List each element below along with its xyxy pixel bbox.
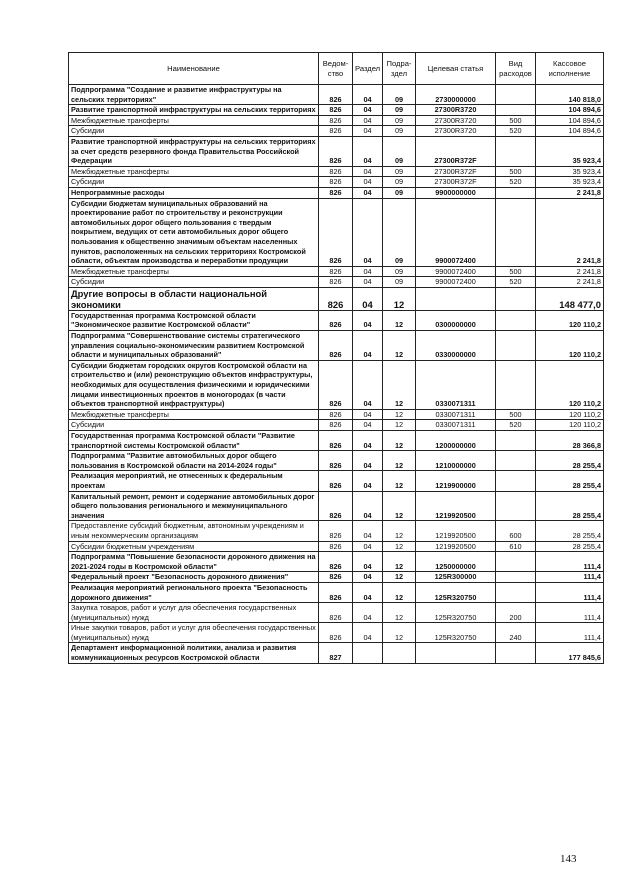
cell-section: 04 bbox=[353, 409, 383, 420]
cell-target: 0330071311 bbox=[416, 409, 496, 420]
cell-exp-type: 500 bbox=[496, 266, 536, 277]
cell-subsection: 12 bbox=[383, 409, 416, 420]
cell-exp-type: 610 bbox=[496, 541, 536, 552]
cell-amount: 120 110,2 bbox=[536, 310, 604, 330]
cell-subsection: 09 bbox=[383, 187, 416, 198]
cell-subsection: 12 bbox=[383, 360, 416, 409]
cell-section: 04 bbox=[353, 198, 383, 266]
cell-subsection bbox=[383, 643, 416, 663]
cell-subsection: 09 bbox=[383, 126, 416, 137]
cell-name: Субсидии bbox=[69, 126, 319, 137]
cell-dept: 826 bbox=[319, 572, 353, 583]
cell-name: Подпрограмма "Создание и развитие инфраструктуры на сельских территориях" bbox=[69, 85, 319, 105]
table-row bbox=[69, 166, 604, 177]
cell-exp-type bbox=[496, 105, 536, 116]
cell-dept: 826 bbox=[319, 360, 353, 409]
cell-subsection: 12 bbox=[383, 541, 416, 552]
cell-subsection: 12 bbox=[383, 310, 416, 330]
cell-section: 04 bbox=[353, 115, 383, 126]
cell-subsection: 12 bbox=[383, 451, 416, 471]
cell-name: Межбюджетные трансферты bbox=[69, 409, 319, 420]
cell-subsection: 12 bbox=[383, 521, 416, 541]
cell-target: 0330000000 bbox=[416, 331, 496, 361]
cell-target: 27300R3720 bbox=[416, 105, 496, 116]
table-row bbox=[69, 85, 604, 105]
cell-amount: 120 110,2 bbox=[536, 409, 604, 420]
cell-dept: 826 bbox=[319, 623, 353, 643]
cell-exp-type bbox=[496, 331, 536, 361]
cell-target bbox=[416, 643, 496, 663]
cell-name: Государственная программа Костромской области "Развитие транспортной системы Костромской области" bbox=[69, 431, 319, 451]
cell-dept: 826 bbox=[319, 177, 353, 188]
cell-exp-type bbox=[496, 198, 536, 266]
cell-dept: 826 bbox=[319, 451, 353, 471]
cell-exp-type: 500 bbox=[496, 115, 536, 126]
cell-section bbox=[353, 643, 383, 663]
cell-exp-type bbox=[496, 136, 536, 166]
cell-dept: 826 bbox=[319, 136, 353, 166]
cell-exp-type bbox=[496, 552, 536, 572]
cell-name: Другие вопросы в области национальной экономики bbox=[69, 287, 319, 310]
table-row bbox=[69, 331, 604, 361]
cell-name: Реализация мероприятий, не отнесенных к федеральным проектам bbox=[69, 471, 319, 491]
cell-target bbox=[416, 287, 496, 310]
header-subsection: Подра-здел bbox=[383, 53, 416, 85]
cell-target: 27300R3720 bbox=[416, 115, 496, 126]
cell-subsection: 09 bbox=[383, 115, 416, 126]
cell-subsection: 09 bbox=[383, 177, 416, 188]
cell-subsection: 12 bbox=[383, 572, 416, 583]
cell-target: 1250000000 bbox=[416, 552, 496, 572]
cell-amount: 111,4 bbox=[536, 603, 604, 623]
header-amount: Кассовое исполнение bbox=[536, 53, 604, 85]
table-row bbox=[69, 603, 604, 623]
cell-target: 0330071311 bbox=[416, 420, 496, 431]
cell-dept: 826 bbox=[319, 266, 353, 277]
cell-exp-type: 500 bbox=[496, 409, 536, 420]
cell-dept: 826 bbox=[319, 541, 353, 552]
cell-dept: 826 bbox=[319, 603, 353, 623]
cell-target: 1219920500 bbox=[416, 541, 496, 552]
cell-section: 04 bbox=[353, 85, 383, 105]
cell-target: 9900072400 bbox=[416, 277, 496, 288]
cell-amount: 35 923,4 bbox=[536, 177, 604, 188]
cell-amount: 2 241,8 bbox=[536, 266, 604, 277]
cell-dept: 826 bbox=[319, 126, 353, 137]
cell-dept: 826 bbox=[319, 115, 353, 126]
cell-target: 9900072400 bbox=[416, 266, 496, 277]
cell-exp-type bbox=[496, 85, 536, 105]
cell-subsection: 12 bbox=[383, 623, 416, 643]
cell-exp-type: 520 bbox=[496, 177, 536, 188]
cell-section: 04 bbox=[353, 177, 383, 188]
cell-amount: 140 818,0 bbox=[536, 85, 604, 105]
cell-name: Субсидии bbox=[69, 277, 319, 288]
cell-section: 04 bbox=[353, 603, 383, 623]
table-row bbox=[69, 126, 604, 137]
table-row bbox=[69, 451, 604, 471]
cell-dept: 826 bbox=[319, 198, 353, 266]
table-row bbox=[69, 521, 604, 541]
cell-subsection: 12 bbox=[383, 287, 416, 310]
table-row bbox=[69, 277, 604, 288]
cell-dept: 826 bbox=[319, 166, 353, 177]
cell-target: 125R320750 bbox=[416, 603, 496, 623]
table-row bbox=[69, 582, 604, 602]
cell-name: Непрограммные расходы bbox=[69, 187, 319, 198]
cell-section: 04 bbox=[353, 521, 383, 541]
cell-section: 04 bbox=[353, 136, 383, 166]
cell-dept: 826 bbox=[319, 287, 353, 310]
cell-amount: 111,4 bbox=[536, 552, 604, 572]
cell-target: 125R320750 bbox=[416, 582, 496, 602]
cell-target: 1210000000 bbox=[416, 451, 496, 471]
cell-amount: 111,4 bbox=[536, 582, 604, 602]
table-row bbox=[69, 266, 604, 277]
cell-section: 04 bbox=[353, 491, 383, 521]
cell-target: 125R320750 bbox=[416, 623, 496, 643]
cell-dept: 826 bbox=[319, 521, 353, 541]
cell-amount: 2 241,8 bbox=[536, 187, 604, 198]
cell-section: 04 bbox=[353, 451, 383, 471]
cell-amount: 177 845,6 bbox=[536, 643, 604, 663]
cell-target: 9900000000 bbox=[416, 187, 496, 198]
cell-exp-type bbox=[496, 360, 536, 409]
cell-target: 27300R372F bbox=[416, 136, 496, 166]
cell-section: 04 bbox=[353, 126, 383, 137]
cell-name: Межбюджетные трансферты bbox=[69, 115, 319, 126]
cell-section: 04 bbox=[353, 552, 383, 572]
cell-name: Государственная программа Костромской области "Экономическое развитие Костромской области" bbox=[69, 310, 319, 330]
cell-amount: 28 255,4 bbox=[536, 491, 604, 521]
cell-subsection: 12 bbox=[383, 420, 416, 431]
cell-name: Предоставление субсидий бюджетным, автономным учреждениям и иным некоммерческим организациям bbox=[69, 521, 319, 541]
cell-section: 04 bbox=[353, 360, 383, 409]
cell-dept: 826 bbox=[319, 85, 353, 105]
cell-amount: 2 241,8 bbox=[536, 277, 604, 288]
cell-amount: 120 110,2 bbox=[536, 331, 604, 361]
table-row bbox=[69, 310, 604, 330]
table-row bbox=[69, 471, 604, 491]
cell-name: Подпрограмма "Совершенствование системы стратегического управления социально-экономическим развитием Костромской области и муниципальных образований" bbox=[69, 331, 319, 361]
cell-subsection: 12 bbox=[383, 491, 416, 521]
cell-subsection: 12 bbox=[383, 552, 416, 572]
cell-dept: 826 bbox=[319, 187, 353, 198]
table-row bbox=[69, 572, 604, 583]
cell-name: Иные закупки товаров, работ и услуг для обеспечения государственных (муниципальных) нужд bbox=[69, 623, 319, 643]
cell-name: Департамент информационной политики, анализа и развития коммуникационных ресурсов Костромской области bbox=[69, 643, 319, 663]
cell-exp-type: 520 bbox=[496, 126, 536, 137]
cell-subsection: 09 bbox=[383, 266, 416, 277]
cell-section: 04 bbox=[353, 420, 383, 431]
cell-exp-type bbox=[496, 643, 536, 663]
cell-section: 04 bbox=[353, 105, 383, 116]
cell-section: 04 bbox=[353, 287, 383, 310]
cell-exp-type bbox=[496, 471, 536, 491]
cell-section: 04 bbox=[353, 187, 383, 198]
cell-subsection: 09 bbox=[383, 85, 416, 105]
cell-target: 0300000000 bbox=[416, 310, 496, 330]
table-row bbox=[69, 541, 604, 552]
cell-amount: 111,4 bbox=[536, 572, 604, 583]
cell-name: Субсидии бюджетным учреждениям bbox=[69, 541, 319, 552]
cell-section: 04 bbox=[353, 572, 383, 583]
cell-dept: 826 bbox=[319, 420, 353, 431]
table-row bbox=[69, 115, 604, 126]
table-row bbox=[69, 420, 604, 431]
cell-exp-type bbox=[496, 572, 536, 583]
table-row bbox=[69, 431, 604, 451]
table-row bbox=[69, 360, 604, 409]
cell-subsection: 12 bbox=[383, 603, 416, 623]
cell-amount: 111,4 bbox=[536, 623, 604, 643]
cell-dept: 826 bbox=[319, 331, 353, 361]
cell-dept: 826 bbox=[319, 409, 353, 420]
cell-target: 2730000000 bbox=[416, 85, 496, 105]
cell-amount: 28 366,8 bbox=[536, 431, 604, 451]
cell-amount: 120 110,2 bbox=[536, 360, 604, 409]
table-header-row bbox=[69, 53, 604, 85]
cell-name: Межбюджетные трансферты bbox=[69, 166, 319, 177]
cell-amount: 28 255,4 bbox=[536, 541, 604, 552]
cell-exp-type: 520 bbox=[496, 277, 536, 288]
cell-name: Субсидии бюджетам муниципальных образований на проектирование работ по строительству и реконструкции автомобильных дорог общего пользования с твердым покрытием, ведущих от сети автомобильных дорог общего пользования к общественно значимым объектам населенных пунктов, расположенных на сельских территориях Костромской области, объектам производства и переработки продукции bbox=[69, 198, 319, 266]
table-row bbox=[69, 187, 604, 198]
cell-exp-type: 240 bbox=[496, 623, 536, 643]
cell-target: 1200000000 bbox=[416, 431, 496, 451]
cell-subsection: 12 bbox=[383, 431, 416, 451]
cell-target: 9900072400 bbox=[416, 198, 496, 266]
table-row bbox=[69, 623, 604, 643]
cell-subsection: 12 bbox=[383, 331, 416, 361]
cell-target: 1219900000 bbox=[416, 471, 496, 491]
cell-exp-type bbox=[496, 491, 536, 521]
table-row bbox=[69, 409, 604, 420]
cell-dept: 826 bbox=[319, 552, 353, 572]
cell-amount: 104 894,6 bbox=[536, 105, 604, 116]
cell-section: 04 bbox=[353, 331, 383, 361]
cell-section: 04 bbox=[353, 431, 383, 451]
cell-amount: 104 894,6 bbox=[536, 126, 604, 137]
cell-target: 1219920500 bbox=[416, 491, 496, 521]
table-row bbox=[69, 552, 604, 572]
cell-amount: 148 477,0 bbox=[536, 287, 604, 310]
cell-dept: 826 bbox=[319, 471, 353, 491]
cell-exp-type: 520 bbox=[496, 420, 536, 431]
cell-amount: 28 255,4 bbox=[536, 521, 604, 541]
cell-amount: 35 923,4 bbox=[536, 166, 604, 177]
cell-exp-type bbox=[496, 310, 536, 330]
cell-dept: 826 bbox=[319, 431, 353, 451]
cell-section: 04 bbox=[353, 277, 383, 288]
cell-dept: 826 bbox=[319, 310, 353, 330]
cell-exp-type bbox=[496, 187, 536, 198]
cell-section: 04 bbox=[353, 166, 383, 177]
cell-name: Субсидии bbox=[69, 420, 319, 431]
cell-subsection: 09 bbox=[383, 136, 416, 166]
table-row bbox=[69, 198, 604, 266]
table-body bbox=[69, 85, 604, 664]
cell-name: Реализация мероприятий регионального проекта "Безопасность дорожного движения" bbox=[69, 582, 319, 602]
cell-amount: 2 241,8 bbox=[536, 198, 604, 266]
cell-subsection: 09 bbox=[383, 105, 416, 116]
cell-amount: 104 894,6 bbox=[536, 115, 604, 126]
cell-target: 27300R372F bbox=[416, 166, 496, 177]
header-name: Наименование bbox=[69, 53, 319, 85]
cell-name: Федеральный проект "Безопасность дорожного движения" bbox=[69, 572, 319, 583]
cell-name: Субсидии бюджетам городских округов Костромской области на строительство и (или) реконструкцию объектов инфраструктуры, необходимых для осуществления физическими и юридическими лицами инвестиционных проектов в моногородах (в части объектов транспортной инфраструктуры) bbox=[69, 360, 319, 409]
cell-exp-type: 500 bbox=[496, 166, 536, 177]
table-row bbox=[69, 287, 604, 310]
header-target: Целевая статья bbox=[416, 53, 496, 85]
cell-name: Развитие транспортной инфраструктуры на сельских территориях bbox=[69, 105, 319, 116]
cell-target: 125R300000 bbox=[416, 572, 496, 583]
cell-dept: 826 bbox=[319, 277, 353, 288]
cell-dept: 826 bbox=[319, 582, 353, 602]
cell-exp-type bbox=[496, 287, 536, 310]
cell-section: 04 bbox=[353, 541, 383, 552]
cell-section: 04 bbox=[353, 623, 383, 643]
cell-exp-type bbox=[496, 431, 536, 451]
cell-name: Субсидии bbox=[69, 177, 319, 188]
table-row bbox=[69, 491, 604, 521]
cell-target: 27300R3720 bbox=[416, 126, 496, 137]
cell-dept: 826 bbox=[319, 491, 353, 521]
header-section: Раздел bbox=[353, 53, 383, 85]
cell-amount: 28 255,4 bbox=[536, 451, 604, 471]
cell-exp-type bbox=[496, 451, 536, 471]
cell-target: 1219920500 bbox=[416, 521, 496, 541]
cell-dept: 826 bbox=[319, 105, 353, 116]
cell-name: Подпрограмма "Повышение безопасности дорожного движения на 2021-2024 годы в Костромской области" bbox=[69, 552, 319, 572]
cell-target: 27300R372F bbox=[416, 177, 496, 188]
cell-section: 04 bbox=[353, 310, 383, 330]
cell-section: 04 bbox=[353, 266, 383, 277]
budget-table bbox=[68, 52, 604, 664]
cell-amount: 120 110,2 bbox=[536, 420, 604, 431]
cell-target: 0330071311 bbox=[416, 360, 496, 409]
cell-amount: 35 923,4 bbox=[536, 136, 604, 166]
header-dept: Ведом-ство bbox=[319, 53, 353, 85]
cell-subsection: 12 bbox=[383, 471, 416, 491]
cell-section: 04 bbox=[353, 582, 383, 602]
cell-amount: 28 255,4 bbox=[536, 471, 604, 491]
cell-name: Закупка товаров, работ и услуг для обеспечения государственных (муниципальных) нужд bbox=[69, 603, 319, 623]
cell-exp-type: 600 bbox=[496, 521, 536, 541]
cell-name: Развитие транспортной инфраструктуры на сельских территориях за счет средств резервного фонда Правительства Российской Федерации bbox=[69, 136, 319, 166]
cell-subsection: 09 bbox=[383, 166, 416, 177]
table-row bbox=[69, 136, 604, 166]
cell-name: Межбюджетные трансферты bbox=[69, 266, 319, 277]
cell-dept: 827 bbox=[319, 643, 353, 663]
cell-exp-type bbox=[496, 582, 536, 602]
table-row bbox=[69, 643, 604, 663]
cell-subsection: 09 bbox=[383, 277, 416, 288]
cell-subsection: 09 bbox=[383, 198, 416, 266]
cell-name: Капитальный ремонт, ремонт и содержание автомобильных дорог общего пользования регионального и межмуниципального значения bbox=[69, 491, 319, 521]
table-row bbox=[69, 105, 604, 116]
header-exp-type: Вид расходов bbox=[496, 53, 536, 85]
table-row bbox=[69, 177, 604, 188]
cell-subsection: 12 bbox=[383, 582, 416, 602]
cell-section: 04 bbox=[353, 471, 383, 491]
cell-name: Подпрограмма "Развитие автомобильных дорог общего пользования в Костромской области на 2014-2024 годы" bbox=[69, 451, 319, 471]
page-number: 143 bbox=[560, 853, 577, 865]
cell-exp-type: 200 bbox=[496, 603, 536, 623]
